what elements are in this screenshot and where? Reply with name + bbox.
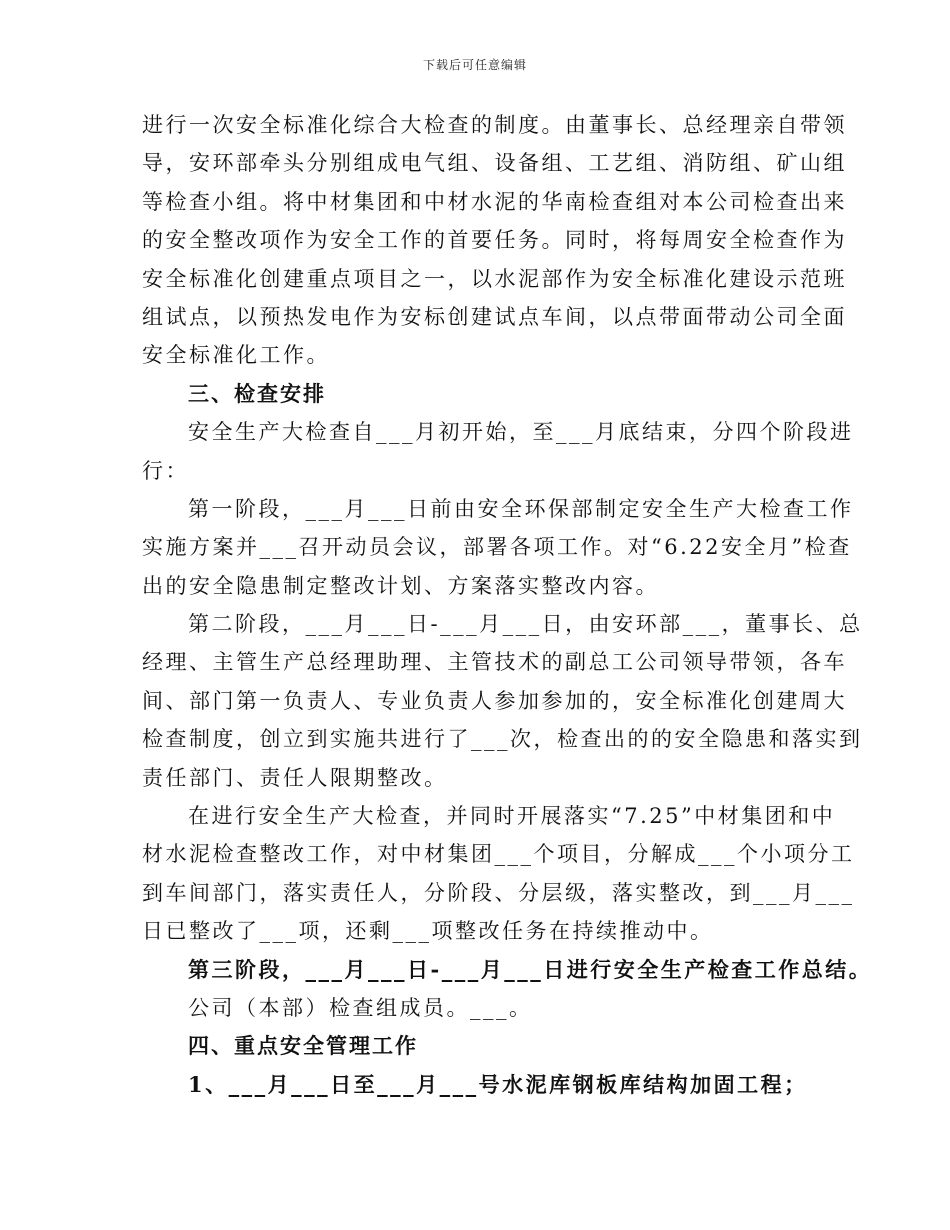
page-header: 下载后可任意编辑: [422, 58, 527, 72]
paragraph-line: 安全标准化创建重点项目之一，以水泥部作为安全标准化建设示范班: [142, 266, 847, 291]
document-body: [142, 106, 873, 1104]
paragraph-line: 等检查小组。将中材集团和中材水泥的华南检查组对本公司检查出来: [142, 189, 847, 214]
paragraph-line: 公司（本部）检查组成员。___。: [188, 995, 533, 1020]
paragraph-line: 实施方案并___召开动员会议，部署各项工作。对“6.22安全月”检查: [142, 535, 852, 560]
paragraph-line: 间、部门第一负责人、专业负责人参加参加的，安全标准化创建周大: [142, 688, 847, 713]
bold-paragraph-line: 第三阶段，___月___日-___月___日进行安全生产检查工作总结。: [188, 956, 873, 982]
paragraph-line: 出的安全隐患制定整改计划、方案落实整改内容。: [142, 573, 659, 598]
paragraph-line: 第二阶段，___月___日-___月___日，由安环部___，董事长、总: [188, 612, 863, 637]
paragraph-line: 组试点，以预热发电作为安标创建试点车间，以点带面带动公司全面: [142, 304, 847, 329]
section-heading: 三、检查安排: [188, 380, 326, 406]
section-heading: 四、重点安全管理工作: [188, 1033, 418, 1059]
paragraph-line: 安全标准化工作。: [142, 343, 330, 368]
paragraph-line: 在进行安全生产大检查，并同时开展落实“7.25”中材集团和中: [188, 804, 836, 829]
paragraph-line: 日已整改了___项，还剩___项整改任务在持续推动中。: [142, 919, 714, 944]
paragraph-line: 经理、主管生产总经理助理、主管技术的副总工公司领导带领，各车: [142, 650, 847, 675]
paragraph-line: 安全生产大检查自___月初开始，至___月底结束，分四个阶段进: [188, 420, 854, 445]
paragraph-line: 检查制度，创立到实施共进行了___次，检查出的的安全隐患和落实到: [142, 727, 863, 752]
paragraph-line: 导，安环部牵头分别组成电气组、设备组、工艺组、消防组、矿山组: [142, 151, 847, 176]
paragraph-line: 第一阶段，___月___日前由安全环保部制定安全生产大检查工作: [188, 496, 854, 521]
paragraph-line: 进行一次安全标准化综合大检查的制度。由董事长、总经理亲自带领: [142, 113, 847, 137]
paragraph-line: 的安全整改项作为安全工作的首要任务。同时，将每周安全检查作为: [142, 228, 847, 253]
paragraph-line: 责任部门、责任人限期整改。: [142, 765, 448, 790]
paragraph-line: 行：: [142, 458, 189, 483]
bold-paragraph-line: 1、___月___日至___月___号水泥库钢板库结构加固工程；: [188, 1071, 808, 1097]
paragraph-line: 到车间部门，落实责任人，分阶段、分层级，落实整改，到___月___: [142, 880, 855, 905]
paragraph-line: 材水泥检查整改工作，对中材集团___个项目，分解成___个小项分工: [142, 842, 855, 867]
